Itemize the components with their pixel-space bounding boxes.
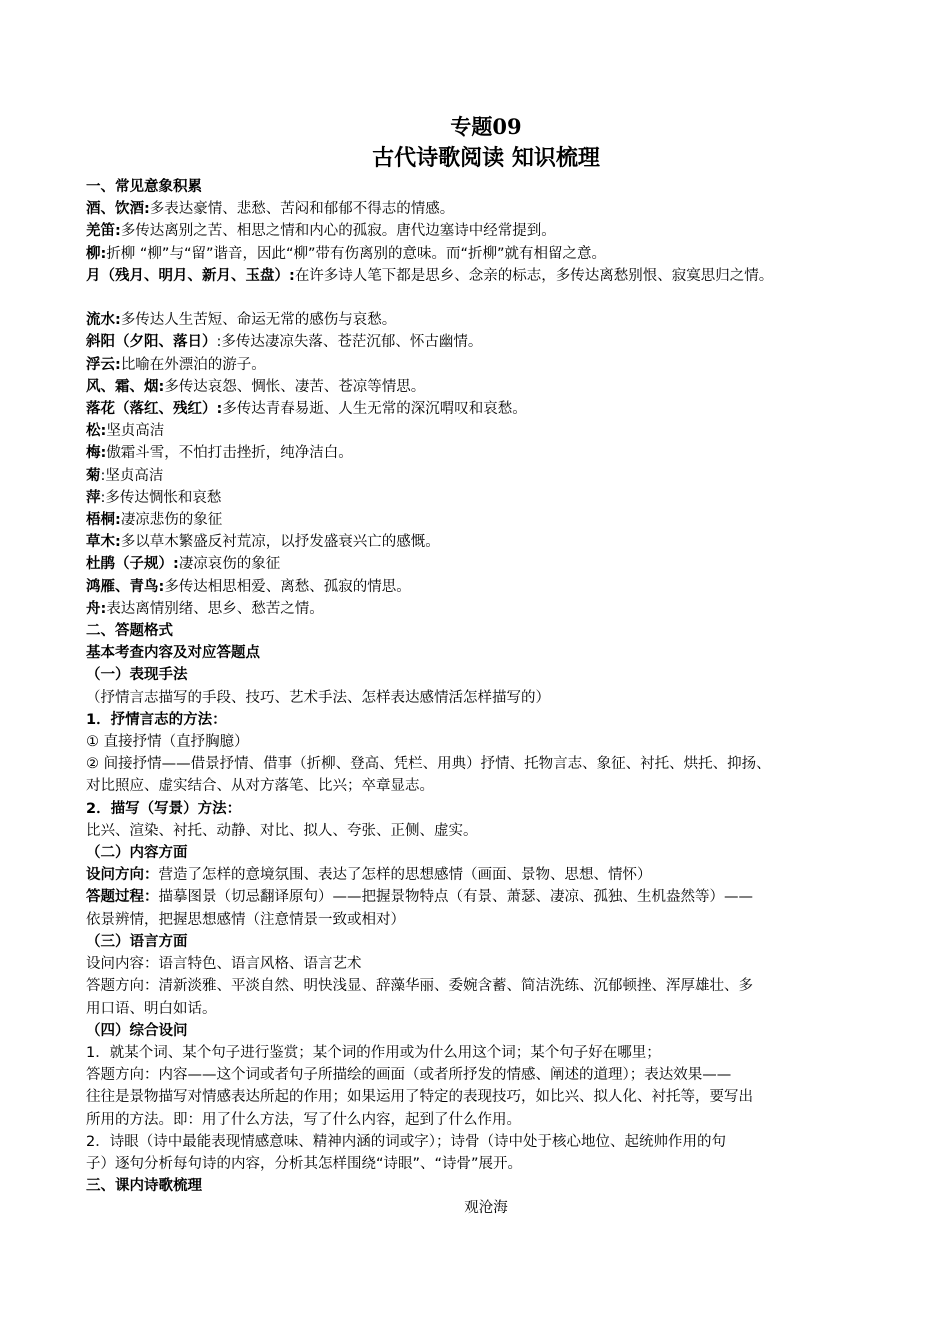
- imagery-term: 酒、饮酒:: [86, 201, 150, 218]
- imagery-term: 月（残月、明月、新月、玉盘）:: [86, 267, 295, 284]
- imagery-item: [86, 198, 886, 220]
- text-line: 依景辨情，把握思想感情（注意情景一致或相对）: [86, 911, 405, 928]
- imagery-term: 草木:: [86, 534, 121, 551]
- section-heading-answer-format: 二、答题格式: [86, 623, 173, 640]
- imagery-desc: 多表达豪情、悲愁、苦闷和郁郁不得志的情感。: [149, 201, 455, 218]
- text-line: 往往是景物描写对情感表达所起的作用；如果运用了特定的表现技巧，如比兴、拟人化、衬托等，要写出: [86, 1089, 753, 1106]
- imagery-term: 鸿雁、青鸟:: [86, 578, 165, 595]
- imagery-term: 舟:: [86, 600, 107, 617]
- imagery-desc: 凄凉哀伤的象征: [178, 556, 281, 573]
- subheading-language: （三）语言方面: [86, 933, 188, 950]
- title-main: 古代诗歌阅读 知识梳理: [372, 145, 600, 171]
- imagery-term: 杜鹃（子规）:: [86, 556, 179, 573]
- imagery-item: [86, 531, 886, 553]
- imagery-term: 浮云:: [86, 356, 121, 373]
- imagery-term: 梅:: [86, 445, 107, 462]
- title-topic-number: 专题09: [450, 114, 522, 139]
- section-heading-poems: 三、课内诗歌梳理: [86, 1178, 202, 1195]
- imagery-desc: :坚贞高洁: [100, 467, 164, 484]
- imagery-item: [86, 309, 886, 331]
- text-line: 用口语、明白如话。: [86, 1000, 217, 1017]
- imagery-item: [86, 598, 886, 620]
- imagery-desc: 多传达人生苦短、命运无常的感伤与哀愁。: [120, 312, 397, 329]
- imagery-desc: 坚贞高洁: [106, 423, 165, 440]
- text-line: 子）逐句分析每句诗的内容，分析其怎样围绕“诗眼”、“诗骨”展开。: [86, 1155, 523, 1172]
- imagery-desc: 凄凉悲伤的象征: [120, 512, 223, 529]
- label-question-direction: 设问方向：: [86, 867, 159, 884]
- imagery-item: [86, 354, 886, 376]
- blank-line: [86, 287, 886, 309]
- imagery-desc: 多传达离别之苦、相思之情和内心的孤寂。唐代边塞诗中经常提到。: [120, 223, 556, 240]
- poem-title: 观沧海: [464, 1200, 508, 1217]
- imagery-desc: 多传达青春易逝、人生无常的深沉喟叹和哀愁。: [222, 401, 527, 418]
- label-answer-process: 答题过程：: [86, 889, 159, 906]
- imagery-item: [86, 442, 886, 464]
- imagery-term: 斜阳（夕阳、落日）: [86, 334, 217, 351]
- imagery-term: 松:: [86, 423, 107, 440]
- imagery-desc: :多传达凄凉失落、苍茫沉郁、怀古幽情。: [216, 334, 483, 351]
- imagery-item: [86, 509, 886, 531]
- imagery-item: [86, 243, 886, 265]
- text-line: ② 间接抒情——借景抒情、借事（折柳、登高、凭栏、用典）抒情、托物言志、象征、衬托、烘托、抑扬、: [86, 756, 771, 773]
- text-question-direction: 营造了怎样的意境氛围、表达了怎样的思想感情（画面、景物、思想、情怀）: [158, 867, 652, 884]
- imagery-item: [86, 553, 886, 575]
- document-page: [86, 112, 886, 1220]
- imagery-desc: 在许多诗人笔下都是思乡、念亲的标志，多传达离愁别恨、寂寞思归之情。: [294, 267, 774, 284]
- text-line: [86, 886, 886, 908]
- imagery-term: 萍: [86, 489, 101, 506]
- imagery-item: [86, 220, 886, 242]
- subheading-basic-content: 基本考查内容及对应答题点: [86, 645, 260, 662]
- imagery-desc: :多传达惆怅和哀愁: [100, 489, 222, 506]
- text-line: （抒情言志描写的手段、技巧、艺术手法、怎样表达感情活怎样描写的）: [86, 689, 550, 706]
- text-line: 1．就某个词、某个句子进行鉴赏；某个词的作用或为什么用这个词；某个句子好在哪里；: [86, 1044, 661, 1061]
- text-answer-process: 描摹图景（切忌翻译原句）——把握景物特点（有景、萧瑟、凄凉、孤独、生机盎然等）——: [158, 889, 753, 906]
- imagery-term: 菊: [86, 467, 101, 484]
- imagery-item: [86, 398, 886, 420]
- imagery-desc: 多传达哀怨、惆怅、凄苦、苍凉等情思。: [164, 378, 426, 395]
- section-heading-imagery: 一、常见意象积累: [86, 179, 202, 195]
- imagery-term: 羌笛:: [86, 223, 121, 240]
- imagery-desc: 多传达相思相爱、离愁、孤寂的情思。: [164, 578, 411, 595]
- text-line: 所用的方法。即：用了什么方法，写了什么内容，起到了什么作用。: [86, 1111, 521, 1128]
- imagery-desc: 傲霜斗雪，不怕打击挫折，纯净洁白。: [106, 445, 353, 462]
- imagery-item: [86, 331, 886, 353]
- text-line: 对比照应、虚实结合、从对方落笔、比兴；卒章显志。: [86, 778, 434, 795]
- imagery-item: [86, 487, 886, 509]
- imagery-desc: 表达离情别绪、思乡、愁苦之情。: [106, 600, 324, 617]
- text-line: 答题方向：清新淡雅、平淡自然、明快浅显、辞藻华丽、委婉含蓄、简洁洗练、沉郁顿挫、浑厚雄壮、多: [86, 978, 753, 995]
- text-line: [86, 864, 886, 886]
- imagery-term: 落花（落红、残红）:: [86, 401, 223, 418]
- text-line: 设问内容：语言特色、语言风格、语言艺术: [86, 956, 362, 973]
- imagery-item: [86, 465, 886, 487]
- imagery-desc: 比喻在外漂泊的游子。: [120, 356, 266, 373]
- imagery-item: [86, 376, 886, 398]
- imagery-term: 流水:: [86, 312, 121, 329]
- subheading-content: （二）内容方面: [86, 845, 188, 862]
- subheading-lyric-method: 1．抒情言志的方法：: [86, 711, 227, 728]
- text-line: 2．诗眼（诗中最能表现情感意味、精神内涵的词或字）；诗骨（诗中处于核心地位、起统帅作用的句: [86, 1133, 726, 1150]
- imagery-term: 柳:: [86, 245, 107, 262]
- imagery-item: [86, 265, 886, 287]
- imagery-desc: 多以草木繁盛反衬荒凉，以抒发盛衰兴亡的感慨。: [120, 534, 440, 551]
- text-line: 比兴、渲染、衬托、动静、对比、拟人、夸张、正侧、虚实。: [86, 822, 478, 839]
- imagery-item: [86, 576, 886, 598]
- text-line: ① 直接抒情（直抒胸臆）: [86, 734, 249, 751]
- subheading-technique: （一）表现手法: [86, 667, 188, 684]
- subheading-description-method: 2．描写（写景）方法：: [86, 800, 242, 817]
- subheading-comprehensive: （四）综合设问: [86, 1022, 188, 1039]
- imagery-item: [86, 420, 886, 442]
- text-line: 答题方向：内容——这个词或者句子所描绘的画面（或者所抒发的情感、阐述的道理）；表达效果——: [86, 1067, 732, 1084]
- imagery-term: 梧桐:: [86, 512, 121, 529]
- imagery-desc: 折柳 “柳”与“留”谐音，因此“柳”带有伤离别的意味。而“折柳”就有相留之意。: [106, 245, 607, 262]
- imagery-term: 风、霜、烟:: [86, 378, 165, 395]
